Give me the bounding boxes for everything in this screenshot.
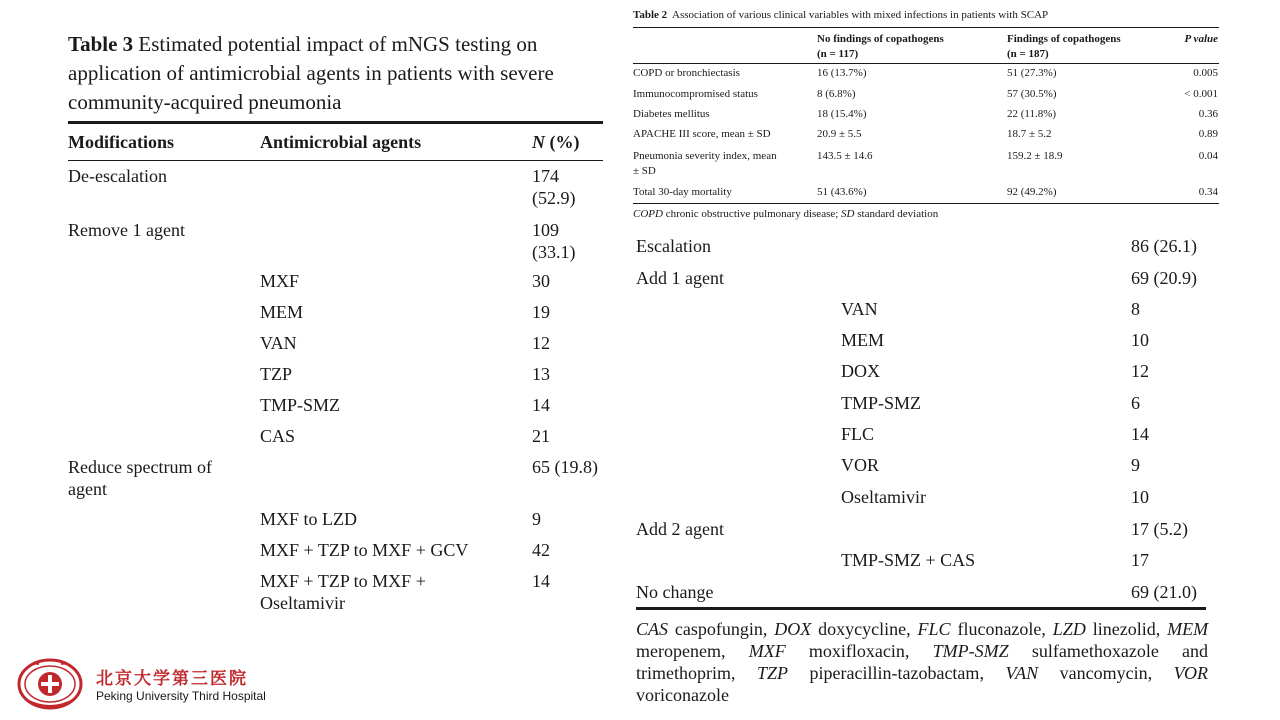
table2-row-variable: Diabetes mellitus (633, 108, 710, 120)
table2-footnote-abbr: SD (841, 208, 855, 220)
table3-row-n: 17 (5.2) (1131, 519, 1188, 539)
table2-row-findings: 22 (11.8%) (1007, 108, 1057, 120)
table2-header-p-value-label: P value (1184, 33, 1218, 45)
abbreviation-term: MEM (1167, 619, 1209, 639)
table3-row-agent: TZP (260, 364, 293, 384)
table2-caption (633, 9, 1048, 21)
hospital-name-english: Peking University Third Hospital (96, 689, 266, 703)
table3-row-agent: TMP-SMZ (841, 393, 922, 413)
table3-row-agent: FLC (841, 424, 875, 444)
table3-row-agent: MEM (841, 330, 885, 350)
abbreviation-definition: voriconazole (636, 685, 729, 705)
table2-header-no-findings (817, 32, 944, 62)
table3-row-n: 9 (532, 509, 541, 529)
table3-row-n: 14 (1131, 424, 1149, 444)
table3-row-n: 12 (1131, 361, 1149, 381)
table2-row-p-value: 0.89 (1198, 128, 1218, 140)
hospital-name-chinese: 北京大学第三医院 (96, 669, 248, 689)
abbreviation-term: FLC (917, 619, 951, 639)
table3-row-agent: TMP-SMZ + CAS (841, 550, 976, 570)
abbreviation-definition: meropenem (636, 641, 721, 661)
table3-header-n-italic: N (532, 132, 545, 152)
abbreviation-term: TZP (756, 663, 789, 683)
table3-row-n: 6 (1131, 393, 1140, 413)
table2-header-findings (1007, 32, 1121, 62)
table3-row-n: 9 (1131, 455, 1140, 475)
table3-row-n: 10 (1131, 330, 1149, 350)
table3-row-n: 42 (532, 540, 550, 560)
table3-row-n-value: 109 (33.1) (532, 220, 576, 262)
table2-row-no-findings: 16 (13.7%) (817, 67, 867, 79)
table3-row-agent: MXF (260, 271, 300, 291)
table2-row-no-findings: 8 (6.8%) (817, 88, 856, 100)
table2-header-no-findings-label: No findings of copathogens (817, 33, 944, 45)
table3-row-modification: Escalation (636, 236, 711, 256)
table3-row-n: 10 (1131, 487, 1149, 507)
abbreviation-definition: sulfamethoxazole and trimethoprim (636, 641, 1209, 683)
abbreviation-term: VOR (1173, 663, 1209, 683)
abbreviation-definition: piperacillin-tazobactam (809, 663, 980, 683)
abbreviation-definition: moxifloxacin (808, 641, 905, 661)
abbreviation-term: LZD (1052, 619, 1086, 639)
table3-top-rule (68, 121, 603, 124)
table3-row-agent: Oseltamivir (841, 487, 926, 507)
table3-caption-label: Table 3 (68, 32, 134, 56)
table3-header-n (532, 131, 580, 153)
table2-row-findings: 92 (49.2%) (1007, 186, 1057, 198)
table3-header-agents: Antimicrobial agents (260, 132, 422, 152)
table3-row-modification: No change (636, 582, 714, 602)
table3-row-modification: Reduce spectrum of agent (68, 457, 212, 499)
table3-row-agent: MEM (260, 302, 304, 322)
table3-row-modification: De-escalation (68, 166, 167, 186)
table3-caption-text: Estimated potential impact of mNGS testing on application of antimicrobial agents in patients with severe community-acquired pneumonia (68, 32, 554, 114)
table2-row-variable: COPD or bronchiectasis (633, 67, 740, 79)
table3-row-n: 65 (19.8) (532, 457, 598, 477)
table3-row-n: 69 (20.9) (1131, 268, 1197, 288)
table3-row-n: 86 (26.1) (1131, 236, 1197, 256)
table2-header-no-findings-n: (n = 117) (817, 48, 859, 60)
table3-row-n: 17 (1131, 550, 1149, 570)
abbreviation-term: TMP-SMZ (932, 641, 1009, 661)
table2-row-findings: 18.7 ± 5.2 (1007, 128, 1052, 140)
table3-row-n: 14 (532, 571, 550, 591)
table2-row-variable: Total 30-day mortality (633, 186, 732, 198)
abbreviation-definition: fluconazole (957, 619, 1042, 639)
table2-footnote-abbr: COPD (633, 208, 663, 220)
table3-row-agent: TMP-SMZ (260, 395, 341, 415)
table2-row-variable: APACHE III score, mean ± SD (633, 128, 771, 140)
table3-header-n-pct: (%) (549, 132, 580, 152)
table3-header-modifications: Modifications (68, 132, 174, 152)
table3-row-n: 8 (1131, 299, 1140, 319)
table2-row-p-value: 0.36 (1198, 108, 1218, 120)
table3-row-n: 30 (532, 271, 550, 291)
abbreviation-definition: doxycycline (818, 619, 907, 639)
table3-row-agent: CAS (260, 426, 296, 446)
table2-top-rule (633, 27, 1219, 28)
table3-row-agent: VOR (841, 455, 880, 475)
table2-row-no-findings: 51 (43.6%) (817, 186, 867, 198)
abbreviation-definition: caspofungin (674, 619, 763, 639)
table2-row-p-value: < 0.001 (1184, 88, 1218, 100)
table3-row-modification: Add 2 agent (636, 519, 724, 539)
table3-row-modification: Add 1 agent (636, 268, 724, 288)
table2-row-no-findings: 143.5 ± 14.6 (817, 150, 873, 162)
table2-row-findings: 159.2 ± 18.9 (1007, 150, 1063, 162)
hospital-logo-emblem (17, 658, 83, 710)
table2-row-p-value: 0.34 (1198, 186, 1218, 198)
table3-row-modification: Remove 1 agent (68, 220, 185, 240)
table2-header-findings-label: Findings of copathogens (1007, 33, 1121, 45)
table3-caption (68, 30, 608, 117)
table3-row-n (532, 219, 604, 263)
abbreviation-definition: linezolid (1092, 619, 1156, 639)
table3-row-n (532, 165, 604, 209)
table3-row-n: 21 (532, 426, 550, 446)
table2-row-p-value: 0.04 (1198, 150, 1218, 162)
table2-row-variable: Immunocompromised status (633, 88, 758, 100)
table3-row-agent: VAN (260, 333, 297, 353)
table3-row-n: 13 (532, 364, 550, 384)
table3-bottom-rule (636, 607, 1206, 610)
table3-row-agent: MXF + TZP to MXF + Oseltamivir (260, 571, 426, 613)
table2-header-rule (633, 63, 1219, 64)
abbreviation-definition: vancomycin (1059, 663, 1148, 683)
table2-row-variable: Pneumonia severity index, mean ± SD (633, 150, 777, 177)
table2-row-p-value: 0.005 (1193, 67, 1218, 79)
table3-row-n: 12 (532, 333, 550, 353)
table3-row-n: 69 (21.0) (1131, 582, 1197, 602)
table3-row-agent: VAN (841, 299, 878, 319)
table2-caption-label: Table 2 (633, 9, 668, 21)
table3-header-rule (68, 160, 603, 161)
table3-row-n-value: 174 (52.9) (532, 166, 576, 208)
table3-abbreviations: CAS caspofungin, DOX doxycycline, FLC fluconazole, LZD linezolid, MEM meropenem, MXF moxifloxacin, TMP-SMZ sulfamethoxazole and trimethoprim, TZP piperacillin-tazobactam, VAN vancomycin, VOR voriconazole (636, 619, 1209, 705)
table3-row-n: 19 (532, 302, 550, 322)
table2-header-p-value (1150, 32, 1218, 47)
table2-row-no-findings: 18 (15.4%) (817, 108, 867, 120)
table3-row-n: 14 (532, 395, 550, 415)
table3-row-agent: DOX (841, 361, 880, 381)
table2-bottom-rule (633, 203, 1219, 204)
abbreviation-term: CAS (636, 619, 669, 639)
table2-row-no-findings: 20.9 ± 5.5 (817, 128, 862, 140)
table2-header-findings-n: (n = 187) (1007, 48, 1049, 60)
table3-row-agent: MXF + TZP to MXF + GCV (260, 540, 469, 560)
abbreviation-term: DOX (774, 619, 812, 639)
table2-footnote-full: chronic obstructive pulmonary disease; (665, 208, 839, 220)
table2-footnote (633, 208, 938, 220)
table2-footnote-full: standard deviation (857, 208, 939, 220)
table2-row-findings: 51 (27.3%) (1007, 67, 1057, 79)
table2-caption-text: Association of various clinical variables with mixed infections in patients with SCAP (672, 9, 1049, 21)
abbreviation-term: VAN (1005, 663, 1039, 683)
table3-row-agent: MXF to LZD (260, 509, 358, 529)
table2-row-findings: 57 (30.5%) (1007, 88, 1057, 100)
abbreviation-term: MXF (748, 641, 786, 661)
